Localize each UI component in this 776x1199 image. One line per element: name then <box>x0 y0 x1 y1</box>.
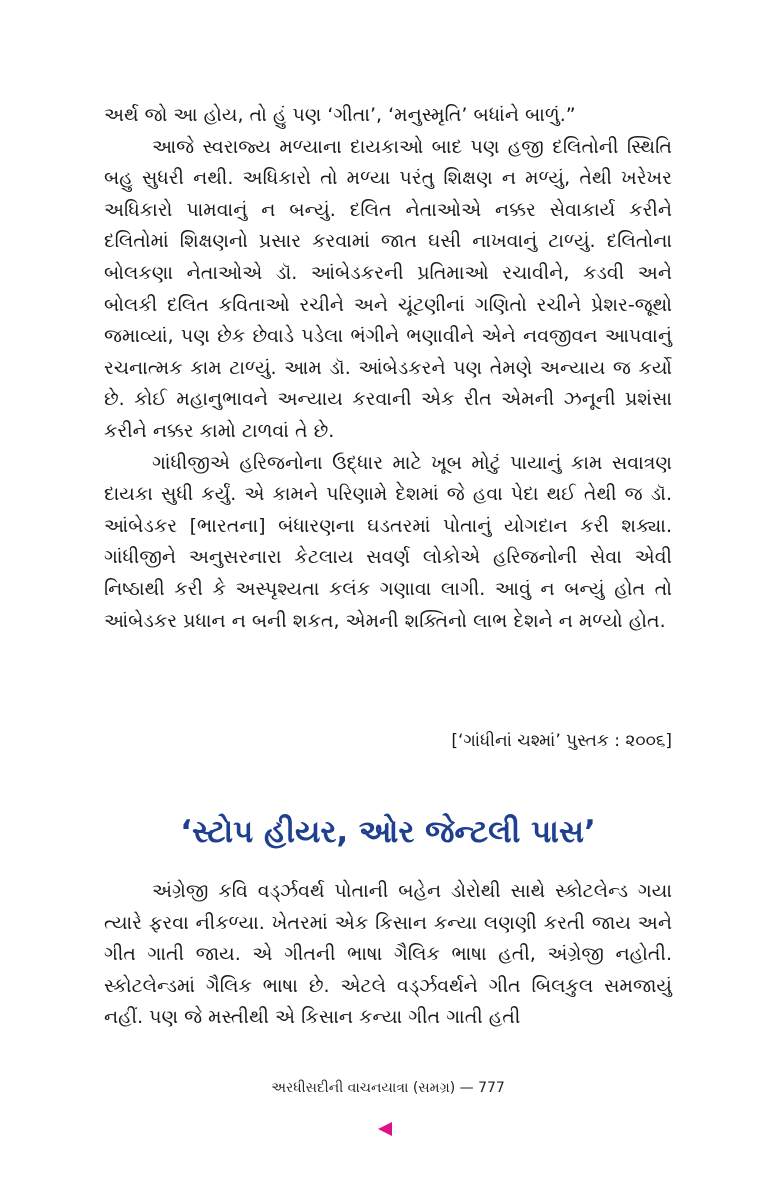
continued-paragraph: અર્થ જો આ હોય, તો હું પણ ‘ગીતા’, ‘મનુસ્મૃતિ’ બધાંને બાળું.” <box>104 104 576 126</box>
source-citation: [‘ગાંધીનાં ચશ્માં’ પુસ્તક : ૨૦૦૬] <box>451 731 672 751</box>
body-text-bottom <box>104 876 672 1034</box>
section-heading: ‘સ્ટોપ હીયર, ઓર જેન્ટલી પાસ’ <box>180 814 596 850</box>
paragraph-wordsworth: અંગ્રેજી કવિ વર્ડ્ઝવર્થ પોતાની બહેન ડોરોથી સાથે સ્કોટલેન્ડ ગયા ત્યારે ફરવા નીકળ્યા. ખેતરમાં એક કિસાન કન્યા લણણી કરતી જાય અને ગીત ગાતી જાય. એ ગીતની ભાષા ગૈલિક ભાષા હતી, અંગ્રેજી નહોતી. સ્કોટલેન્ડમાં ગૈલિક ભાષા છે. એટલે વર્ડ્ઝવર્થને ગીત બિલકુલ સમજાયું નહીં. પણ જે મસ્તીથી એ કિસાન કન્યા ગીત ગાતી હતી <box>104 880 672 1029</box>
page-footer: અરધીસદીની વાચનયાત્રા (સમગ્ર) — 777 <box>271 1080 505 1096</box>
left-triangle-icon[interactable] <box>378 1122 392 1136</box>
body-text-top <box>104 100 672 637</box>
paragraph-gandhi-harijan: ગાંધીજીએ હરિજનોના ઉદ્ધાર માટે ખૂબ મોટું પાયાનું કામ સવાત્રણ દાયકા સુધી કર્યું. એ કામને પરિણામે દેશમાં જે હવા પેદા થઈ તેથી જ ડૉ. આંબેડકર [ભારતના] બંધારણના ઘડતરમાં પોતાનું યોગદાન કરી શક્યા. ગાંધીજીને અનુસરનારા કેટલાય સવર્ણ લોકોએ હરિજનોની સેવા એવી નિષ્ઠાથી કરી કે અસ્પૃશ્યતા કલંક ગણાવા લાગી. આવું ન બન્યું હોત તો આંબેડકર પ્રધાન ન બની શકત, એમની શક્તિનો લાભ દેશને ન મળ્યો હોત. <box>104 451 672 632</box>
paragraph-dalit-status: આજે સ્વરાજ્ય મળ્યાના દાયકાઓ બાદ પણ હજી દલિતોની સ્થિતિ બહુ સુધરી નથી. અધિકારો તો મળ્યા પરંતુ શિક્ષણ ન મળ્યું, તેથી ખરેખર અધિકારો પામવાનું ન બન્યું. દલિત નેતાઓએ નક્કર સેવાકાર્ય કરીને દલિતોમાં શિક્ષણનો પ્રસાર કરવામાં જાત ઘસી નાખવાનું ટાળ્યું. દલિતોના બોલકણા નેતાઓએ ડૉ. આંબેડકરની પ્રતિમાઓ રચાવીને, કડવી અને બોલકી દલિત કવિતાઓ રચીને અને ચૂંટણીનાં ગણિતો રચીને પ્રેશર-જૂથો જમાવ્યાં, પણ છેક છેવાડે પડેલા ભંગીને ભણાવીને એને નવજીવન આપવાનું રચનાત્મક કામ ટાળ્યું. આમ ડૉ. આંબેડકરને પણ તેમણે અન્યાય જ કર્યો છે. કોઈ મહાનુભાવને અન્યાય કરવાની એક રીત એમની ઝનૂની પ્રશંસા કરીને નક્કર કામો ટાળવાં તે છે. <box>104 135 672 442</box>
